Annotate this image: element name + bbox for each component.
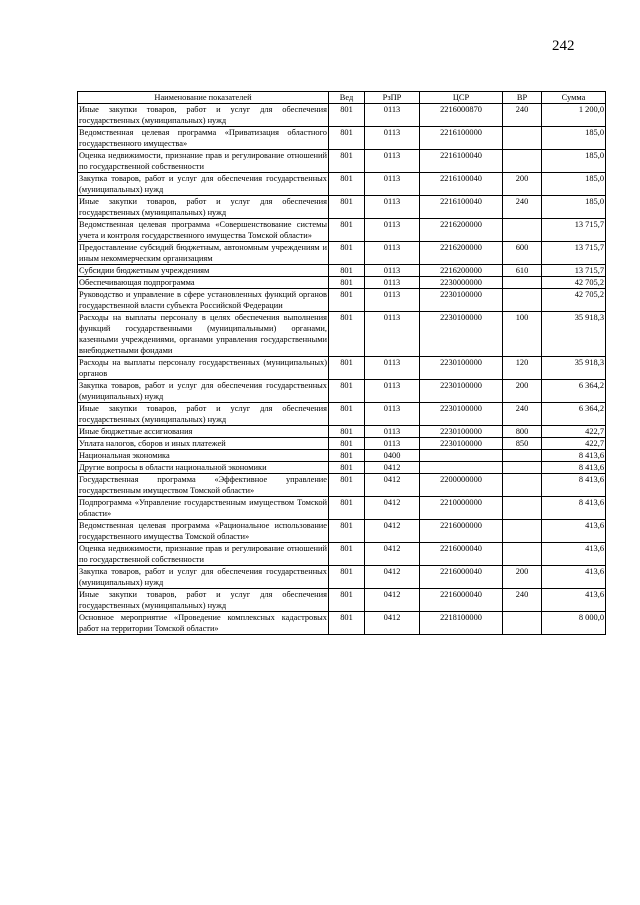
row-sum: 422,7 (542, 426, 606, 438)
row-csr: 2230100000 (420, 312, 503, 357)
row-csr: 2216100000 (420, 127, 503, 150)
row-rzpr: 0113 (365, 127, 420, 150)
table-row (78, 543, 606, 566)
table-row (78, 219, 606, 242)
row-vr: 240 (503, 403, 542, 426)
table-row (78, 265, 606, 277)
row-vr: 600 (503, 242, 542, 265)
row-csr: 2230000000 (420, 277, 503, 289)
row-vr (503, 450, 542, 462)
row-ved: 801 (329, 219, 365, 242)
table-row (78, 497, 606, 520)
table-row (78, 520, 606, 543)
row-ved: 801 (329, 265, 365, 277)
table-row (78, 403, 606, 426)
table-row (78, 566, 606, 589)
row-csr: 2230100000 (420, 426, 503, 438)
row-sum: 185,0 (542, 150, 606, 173)
row-rzpr: 0412 (365, 520, 420, 543)
row-sum: 8 413,6 (542, 450, 606, 462)
row-vr (503, 127, 542, 150)
row-name: Государственная программа «Эффективное управление государственным имуществом Томской области» (79, 475, 327, 495)
row-vr (503, 520, 542, 543)
table-row (78, 612, 606, 635)
row-vr: 850 (503, 438, 542, 450)
table-row (78, 426, 606, 438)
row-ved: 801 (329, 612, 365, 635)
row-ved: 801 (329, 403, 365, 426)
row-rzpr: 0412 (365, 462, 420, 474)
row-vr (503, 277, 542, 289)
row-rzpr: 0400 (365, 450, 420, 462)
row-sum: 42 705,2 (542, 277, 606, 289)
row-sum: 413,6 (542, 520, 606, 543)
row-csr: 2230100000 (420, 403, 503, 426)
row-csr: 2230100000 (420, 438, 503, 450)
header-rzpr: РзПР (365, 92, 420, 104)
row-name: Оценка недвижимости, признание прав и регулирование отношений по государственной собственности (79, 544, 327, 564)
row-ved: 801 (329, 196, 365, 219)
row-ved: 801 (329, 173, 365, 196)
row-name: Расходы на выплаты персоналу государственных (муниципальных) органов (79, 358, 327, 378)
row-name: Иные закупки товаров, работ и услуг для обеспечения государственных (муниципальных) нужд (79, 105, 327, 125)
row-vr: 200 (503, 380, 542, 403)
row-rzpr: 0113 (365, 196, 420, 219)
table-row (78, 589, 606, 612)
table-row (78, 196, 606, 219)
table-row (78, 438, 606, 450)
row-name: Иные закупки товаров, работ и услуг для обеспечения государственных (муниципальных) нужд (79, 197, 327, 217)
row-rzpr: 0412 (365, 566, 420, 589)
row-sum: 35 918,3 (542, 357, 606, 380)
row-csr: 2216000040 (420, 566, 503, 589)
row-rzpr: 0113 (365, 438, 420, 450)
row-vr: 200 (503, 173, 542, 196)
row-rzpr: 0113 (365, 173, 420, 196)
row-name: Иные закупки товаров, работ и услуг для обеспечения государственных (муниципальных) нужд (79, 590, 327, 610)
row-name: Ведомственная целевая программа «Приватизация областного государственного имущества» (79, 128, 327, 148)
row-rzpr: 0113 (365, 104, 420, 127)
row-vr (503, 612, 542, 635)
row-ved: 801 (329, 543, 365, 566)
row-name: Руководство и управление в сфере установленных функций органов государственной власти субъекта Российской Федерации (79, 290, 327, 310)
row-rzpr: 0113 (365, 150, 420, 173)
row-vr: 800 (503, 426, 542, 438)
row-vr: 100 (503, 312, 542, 357)
table-row (78, 450, 606, 462)
row-csr: 2218100000 (420, 612, 503, 635)
row-csr: 2216200000 (420, 265, 503, 277)
row-ved: 801 (329, 242, 365, 265)
table-row (78, 277, 606, 289)
row-name: Уплата налогов, сборов и иных платежей (78, 438, 329, 450)
row-csr: 2216000870 (420, 104, 503, 127)
row-sum: 422,7 (542, 438, 606, 450)
row-csr: 2200000000 (420, 474, 503, 497)
table-row (78, 462, 606, 474)
row-name: Предоставление субсидий бюджетным, автономным учреждениям и иным некоммерческим организациям (79, 243, 327, 263)
header-csr: ЦСР (420, 92, 503, 104)
row-sum: 13 715,7 (542, 219, 606, 242)
row-ved: 801 (329, 150, 365, 173)
row-csr: 2230100000 (420, 380, 503, 403)
row-ved: 801 (329, 104, 365, 127)
row-ved: 801 (329, 312, 365, 357)
row-sum: 185,0 (542, 127, 606, 150)
table-row (78, 150, 606, 173)
page-number: 242 (552, 38, 575, 54)
row-sum: 8 413,6 (542, 497, 606, 520)
row-rzpr: 0113 (365, 312, 420, 357)
row-name: Национальная экономика (78, 450, 329, 462)
row-name: Закупка товаров, работ и услуг для обеспечения государственных (муниципальных) нужд (79, 381, 327, 401)
row-name: Иные закупки товаров, работ и услуг для обеспечения государственных (муниципальных) нужд (79, 404, 327, 424)
row-csr: 2216200000 (420, 219, 503, 242)
row-ved: 801 (329, 520, 365, 543)
row-sum: 185,0 (542, 173, 606, 196)
row-vr (503, 289, 542, 312)
row-name: Ведомственная целевая программа «Рациональное использование государственного имущества Томской области» (79, 521, 327, 541)
table-row (78, 357, 606, 380)
row-sum: 8 413,6 (542, 462, 606, 474)
row-name: Оценка недвижимости, признание прав и регулирование отношений по государственной собственности (79, 151, 327, 171)
row-sum: 8 000,0 (542, 612, 606, 635)
row-rzpr: 0113 (365, 265, 420, 277)
header-name: Наименование показателей (78, 92, 329, 104)
row-csr: 2216100040 (420, 173, 503, 196)
row-rzpr: 0113 (365, 403, 420, 426)
table-row (78, 289, 606, 312)
row-csr: 2216000040 (420, 543, 503, 566)
row-ved: 801 (329, 566, 365, 589)
row-name: Субсидии бюджетным учреждениям (78, 265, 329, 277)
row-ved: 801 (329, 357, 365, 380)
row-rzpr: 0113 (365, 277, 420, 289)
row-name: Закупка товаров, работ и услуг для обеспечения государственных (муниципальных) нужд (79, 174, 327, 194)
table-header-row (78, 92, 606, 104)
row-ved: 801 (329, 380, 365, 403)
row-vr: 610 (503, 265, 542, 277)
row-rzpr: 0412 (365, 497, 420, 520)
table-row (78, 104, 606, 127)
row-csr: 2210000000 (420, 497, 503, 520)
table-row (78, 312, 606, 357)
row-csr (420, 462, 503, 474)
row-name: Обеспечивающая подпрограмма (78, 277, 329, 289)
row-vr (503, 462, 542, 474)
row-csr: 2216100040 (420, 150, 503, 173)
header-vr: ВР (503, 92, 542, 104)
row-sum: 42 705,2 (542, 289, 606, 312)
row-name: Закупка товаров, работ и услуг для обеспечения государственных (муниципальных) нужд (79, 567, 327, 587)
row-sum: 13 715,7 (542, 242, 606, 265)
row-name: Основное мероприятие «Проведение комплексных кадастровых работ на территории Томской области» (79, 613, 327, 633)
row-sum: 413,6 (542, 589, 606, 612)
row-rzpr: 0412 (365, 612, 420, 635)
row-ved: 801 (329, 497, 365, 520)
row-name: Расходы на выплаты персоналу в целях обеспечения выполнения функций государственными (муниципальными) органами, казенными учреждениями, органами управления государственными внебюджетными фондами (79, 313, 327, 355)
row-csr: 2216100040 (420, 196, 503, 219)
row-sum: 413,6 (542, 566, 606, 589)
table-row (78, 474, 606, 497)
row-sum: 1 200,0 (542, 104, 606, 127)
row-vr (503, 474, 542, 497)
row-ved: 801 (329, 474, 365, 497)
row-rzpr: 0113 (365, 242, 420, 265)
row-csr: 2230100000 (420, 289, 503, 312)
table-row (78, 173, 606, 196)
table-row (78, 380, 606, 403)
row-ved: 801 (329, 462, 365, 474)
row-sum: 413,6 (542, 543, 606, 566)
row-ved: 801 (329, 438, 365, 450)
header-ved: Вед (329, 92, 365, 104)
row-ved: 801 (329, 127, 365, 150)
row-rzpr: 0113 (365, 357, 420, 380)
row-csr: 2216000040 (420, 589, 503, 612)
row-ved: 801 (329, 450, 365, 462)
row-name: Другие вопросы в области национальной экономики (78, 462, 329, 474)
row-rzpr: 0113 (365, 380, 420, 403)
row-rzpr: 0412 (365, 474, 420, 497)
row-ved: 801 (329, 426, 365, 438)
table-row (78, 242, 606, 265)
row-vr: 120 (503, 357, 542, 380)
row-vr (503, 543, 542, 566)
row-rzpr: 0113 (365, 219, 420, 242)
row-sum: 185,0 (542, 196, 606, 219)
row-vr: 240 (503, 589, 542, 612)
row-csr: 2216000000 (420, 520, 503, 543)
row-sum: 8 413,6 (542, 474, 606, 497)
row-ved: 801 (329, 589, 365, 612)
row-csr (420, 450, 503, 462)
row-sum: 13 715,7 (542, 265, 606, 277)
row-sum: 6 364,2 (542, 403, 606, 426)
row-sum: 6 364,2 (542, 380, 606, 403)
row-rzpr: 0113 (365, 289, 420, 312)
row-ved: 801 (329, 277, 365, 289)
row-name: Подпрограмма «Управление государственным имуществом Томской области» (79, 498, 327, 518)
table-row (78, 127, 606, 150)
budget-table (77, 91, 606, 635)
row-name: Иные бюджетные ассигнования (78, 426, 329, 438)
row-vr (503, 150, 542, 173)
row-csr: 2216200000 (420, 242, 503, 265)
row-sum: 35 918,3 (542, 312, 606, 357)
row-vr: 240 (503, 196, 542, 219)
row-vr (503, 219, 542, 242)
row-rzpr: 0412 (365, 543, 420, 566)
row-rzpr: 0412 (365, 589, 420, 612)
row-vr (503, 497, 542, 520)
header-sum: Сумма (542, 92, 606, 104)
row-csr: 2230100000 (420, 357, 503, 380)
row-ved: 801 (329, 289, 365, 312)
row-rzpr: 0113 (365, 426, 420, 438)
row-vr: 240 (503, 104, 542, 127)
row-vr: 200 (503, 566, 542, 589)
row-name: Ведомственная целевая программа «Совершенствование системы учета и контроля государственного имущества Томской области» (79, 220, 327, 240)
